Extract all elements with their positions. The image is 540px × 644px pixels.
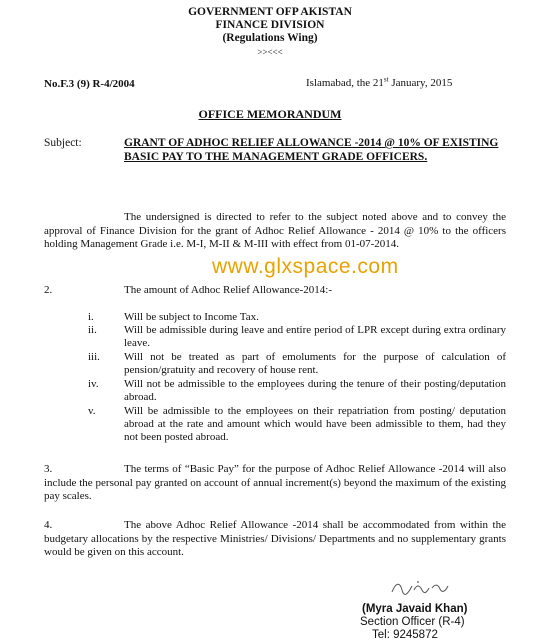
header-wing: (Regulations Wing) xyxy=(222,32,318,44)
signature-scribble-icon xyxy=(388,576,458,598)
paragraph-3: The terms of “Basic Pay” for the purpose of Adhoc Relief Allowance -2014 will also include the personal pay granted on account of annual increment(s) beyond the maximum of the existing pay scales. xyxy=(44,463,506,502)
list-item-text: Will not be treated as part of emoluments for the purpose of calculation of pension/gratuity and recovery of house rent. xyxy=(124,351,506,376)
header-division: FINANCE DIVISION xyxy=(215,19,325,31)
watermark-text: www.glxspace.com xyxy=(212,255,399,278)
file-reference-number: No.F.3 (9) R-4/2004 xyxy=(44,78,135,90)
subject-text: GRANT OF ADHOC RELIEF ALLOWANCE -2014 @ 10% OF EXISTING BASIC PAY TO THE MANAGEMENT GRADE OFFICERS. xyxy=(124,137,499,163)
memo-title: OFFICE MEMORANDUM xyxy=(198,107,342,121)
list-item-text: Will be admissible to the employees on their repatriation from posting/ deputation abroad at the rate and amount which would have been admissible to them, had they not been posted abroad. xyxy=(124,405,506,443)
header-government: GOVERNMENT OFP AKISTAN xyxy=(188,6,352,18)
header-divider: >><<< xyxy=(257,47,283,57)
paragraph-3-number: 3. xyxy=(44,463,53,475)
list-item-number: ii. xyxy=(88,324,97,336)
list-item-number: v. xyxy=(88,405,96,417)
issue-date: Islamabad, the 21st January, 2015 xyxy=(306,75,453,89)
list-item-number: i. xyxy=(88,311,94,323)
signatory-name: (Myra Javaid Khan) xyxy=(362,603,468,615)
paragraph-4: The above Adhoc Relief Allowance -2014 shall be accommodated from within the budgetary allocations by the respective Ministries/ Divisions/ Departments and no supplementary grants would be given on this account. xyxy=(44,519,506,558)
list-item-text: Will be subject to Income Tax. xyxy=(124,311,259,323)
paragraph-2-number: 2. xyxy=(44,284,53,296)
paragraph-1: The undersigned is directed to refer to the subject noted above and to convey the approval of Finance Division for the grant of Adhoc Relief Allowance - 2014 @ 10% to the officers holding Management Grade i.e. M-I, M-II & M-III with effect from 01-07-2014. xyxy=(44,211,506,250)
paragraph-4-number: 4. xyxy=(44,519,53,531)
list-item-number: iii. xyxy=(88,351,100,363)
list-item-number: iv. xyxy=(88,378,99,390)
subject-label: Subject: xyxy=(44,137,82,149)
signatory-telephone: Tel: 9245872 xyxy=(372,629,438,641)
signatory-designation: Section Officer (R-4) xyxy=(360,616,465,628)
list-item-text: Will not be admissible to the employees during the tenure of their posting/deputation abroad. xyxy=(124,378,506,403)
list-item-text: Will be admissible during leave and entire period of LPR except during extra ordinary leave. xyxy=(124,324,506,349)
paragraph-2-intro: The amount of Adhoc Relief Allowance-2014:- xyxy=(124,284,333,296)
